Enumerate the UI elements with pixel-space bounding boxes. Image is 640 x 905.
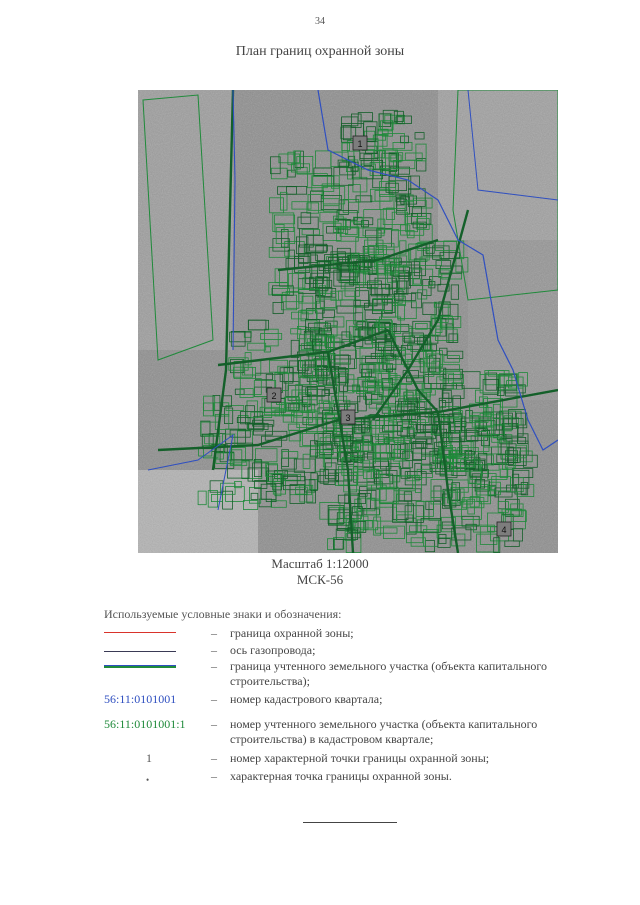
legend-text: граница учтенного земельного участка (объекта капитального строительства); <box>230 659 548 688</box>
quarter-number-sample: 56:11:0101001 <box>104 692 177 706</box>
legend-text: характерная точка границы охранной зоны. <box>230 769 452 783</box>
point-label: 1 <box>357 139 363 149</box>
legend-dash: – <box>211 692 217 706</box>
green-line-symbol <box>104 665 176 668</box>
legend-dash: – <box>211 717 217 731</box>
scale-text: Масштаб 1:12000 <box>271 556 369 571</box>
field-northeast <box>438 90 558 240</box>
map-image <box>138 90 558 553</box>
legend-text: номер характерной точки границы охранной зоны; <box>230 751 490 765</box>
point-label: 3 <box>345 413 351 423</box>
point-number-sample: 1 <box>146 751 152 765</box>
dark-line-symbol <box>104 651 176 652</box>
field-east <box>468 240 558 400</box>
legend-text: номер кадастрового квартала; <box>230 692 383 706</box>
legend-dash: – <box>211 643 217 657</box>
page-title: План границ охранной зоны <box>235 44 405 59</box>
point-label: 2 <box>271 391 277 401</box>
legend-dash: – <box>211 659 217 673</box>
legend-text: ось газопровода; <box>230 643 316 657</box>
parcel-number-sample: 56:11:0101001:1 <box>104 717 186 731</box>
legend-dash: – <box>211 626 217 640</box>
footer-rule <box>303 822 397 823</box>
point-dot-sample: • <box>146 775 150 785</box>
field-southwest <box>138 470 258 553</box>
cadastral-map <box>138 90 558 553</box>
legend-dash: – <box>211 769 217 783</box>
scale-block <box>0 556 640 588</box>
point-label: 4 <box>501 525 507 535</box>
legend-text: номер учтенного земельного участка (объекта капитального строительства) в кадастровом квартале; <box>230 717 538 746</box>
crs-text: МСК-56 <box>296 572 344 587</box>
field-west <box>138 90 233 350</box>
legend-title: Используемые условные знаки и обозначения: <box>104 607 342 621</box>
red-line-symbol <box>104 632 176 633</box>
page-number: 34 <box>315 16 325 27</box>
legend-text: граница охранной зоны; <box>230 626 354 640</box>
legend-dash: – <box>211 751 217 765</box>
